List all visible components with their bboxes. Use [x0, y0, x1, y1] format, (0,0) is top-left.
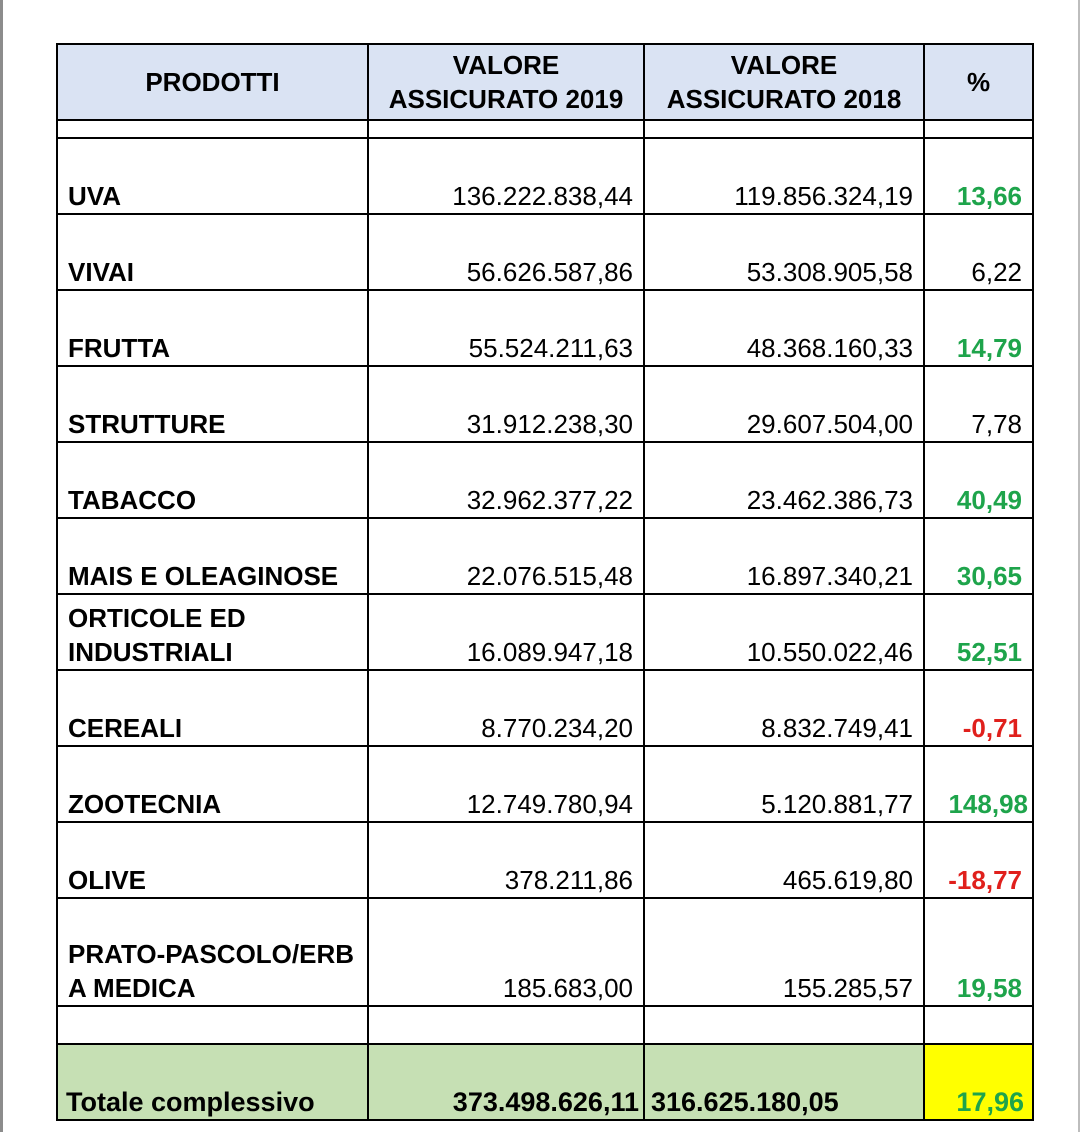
product-name: VIVAI — [57, 214, 368, 290]
value-2018: 10.550.022,46 — [644, 594, 924, 670]
value-2019: 16.089.947,18 — [368, 594, 644, 670]
table-row — [57, 594, 1033, 670]
percent-change: 13,66 — [924, 138, 1033, 214]
product-name: UVA — [57, 138, 368, 214]
insured-value-table — [56, 43, 1034, 1121]
total-label: Totale complessivo — [57, 1044, 368, 1120]
value-2019: 31.912.238,30 — [368, 366, 644, 442]
value-2019: 136.222.838,44 — [368, 138, 644, 214]
empty-row — [57, 1006, 1033, 1044]
page-left-edge — [0, 0, 3, 1132]
percent-change: 30,65 — [924, 518, 1033, 594]
empty-cell — [644, 1006, 924, 1044]
value-2019: 56.626.587,86 — [368, 214, 644, 290]
table-row — [57, 518, 1033, 594]
product-name: ZOOTECNIA — [57, 746, 368, 822]
value-2018: 465.619,80 — [644, 822, 924, 898]
value-2019: 22.076.515,48 — [368, 518, 644, 594]
product-name: ORTICOLE ED INDUSTRIALI — [57, 594, 368, 670]
total-value-2019: 373.498.626,11 — [368, 1044, 644, 1120]
value-2019: 32.962.377,22 — [368, 442, 644, 518]
value-2019: 378.211,86 — [368, 822, 644, 898]
value-2018: 23.462.386,73 — [644, 442, 924, 518]
total-percent-change: 17,96 — [924, 1044, 1033, 1120]
empty-cell — [368, 1006, 644, 1044]
header-valore-2019: VALORE ASSICURATO 2019 — [368, 44, 644, 120]
header-row — [57, 44, 1033, 120]
percent-change: 148,98 — [924, 746, 1033, 822]
product-name: OLIVE — [57, 822, 368, 898]
table-row — [57, 898, 1033, 1006]
table-row — [57, 138, 1033, 214]
spacer-cell — [57, 120, 368, 138]
table-row — [57, 822, 1033, 898]
value-2018: 155.285,57 — [644, 898, 924, 1006]
product-name: STRUTTURE — [57, 366, 368, 442]
spacer-cell — [368, 120, 644, 138]
spacer-cell — [924, 120, 1033, 138]
percent-change: 40,49 — [924, 442, 1033, 518]
table-row — [57, 670, 1033, 746]
value-2018: 48.368.160,33 — [644, 290, 924, 366]
empty-cell — [57, 1006, 368, 1044]
value-2018: 5.120.881,77 — [644, 746, 924, 822]
percent-change: 19,58 — [924, 898, 1033, 1006]
total-value-2018: 316.625.180,05 — [644, 1044, 924, 1120]
product-name: TABACCO — [57, 442, 368, 518]
value-2019: 8.770.234,20 — [368, 670, 644, 746]
value-2018: 53.308.905,58 — [644, 214, 924, 290]
value-2018: 119.856.324,19 — [644, 138, 924, 214]
table-row — [57, 366, 1033, 442]
percent-change: 52,51 — [924, 594, 1033, 670]
percent-change: 7,78 — [924, 366, 1033, 442]
value-2019: 55.524.211,63 — [368, 290, 644, 366]
value-2018: 29.607.504,00 — [644, 366, 924, 442]
empty-cell — [924, 1006, 1033, 1044]
table-row — [57, 214, 1033, 290]
percent-change: -0,71 — [924, 670, 1033, 746]
percent-change: -18,77 — [924, 822, 1033, 898]
table-row — [57, 290, 1033, 366]
table-row — [57, 746, 1033, 822]
spacer-cell — [644, 120, 924, 138]
product-name: PRATO-PASCOLO/ERBA MEDICA — [57, 898, 368, 1006]
value-2019: 185.683,00 — [368, 898, 644, 1006]
table-row — [57, 442, 1033, 518]
value-2018: 16.897.340,21 — [644, 518, 924, 594]
product-name: FRUTTA — [57, 290, 368, 366]
value-2018: 8.832.749,41 — [644, 670, 924, 746]
spacer-row — [57, 120, 1033, 138]
header-valore-2018: VALORE ASSICURATO 2018 — [644, 44, 924, 120]
value-2019: 12.749.780,94 — [368, 746, 644, 822]
percent-change: 6,22 — [924, 214, 1033, 290]
header-prodotti: PRODOTTI — [57, 44, 368, 120]
product-name: CEREALI — [57, 670, 368, 746]
percent-change: 14,79 — [924, 290, 1033, 366]
product-name: MAIS E OLEAGINOSE — [57, 518, 368, 594]
total-row — [57, 1044, 1033, 1120]
header-percent: % — [924, 44, 1033, 120]
